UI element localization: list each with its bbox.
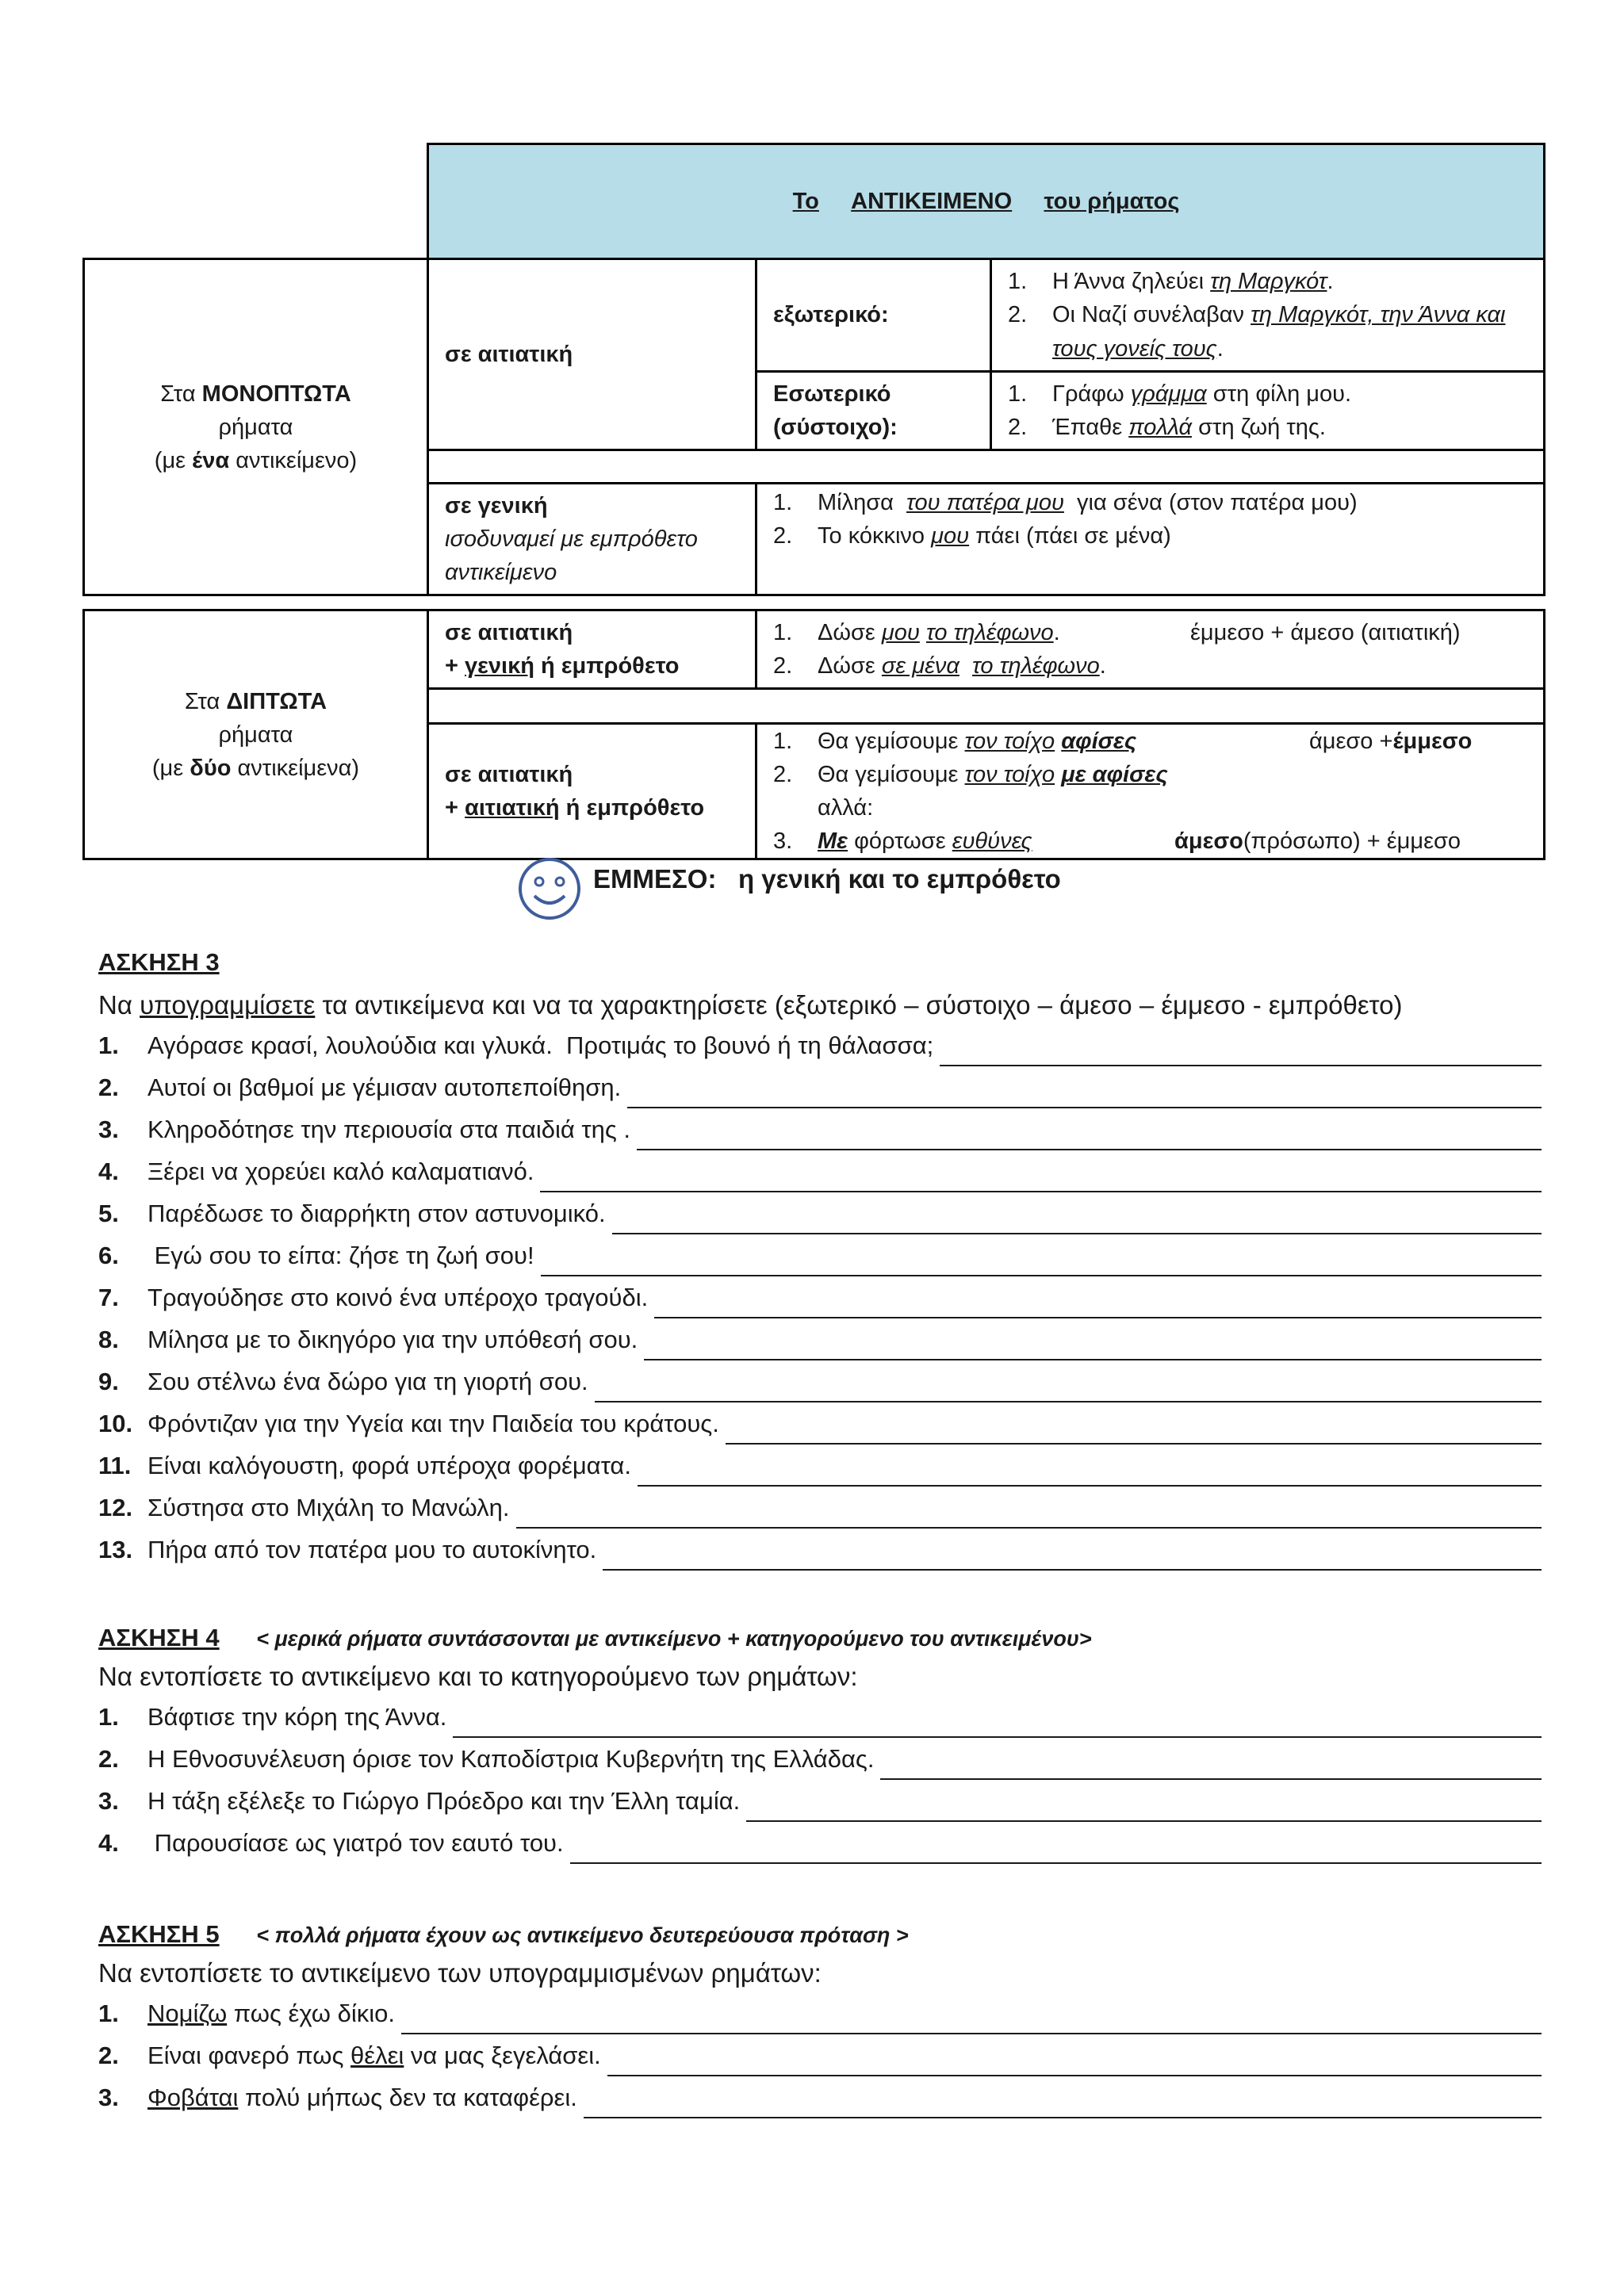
exercise-4-list <box>98 1696 1542 1864</box>
item-text: Παρέδωσε το διαρρήκτη στον αστυνομικό. <box>147 1200 606 1227</box>
item-number: 3. <box>98 1115 119 1143</box>
item-underlined-verb: Νομίζω <box>147 1999 228 2027</box>
answer-line[interactable] <box>627 1085 1542 1108</box>
exercise-3-item <box>98 1487 1542 1529</box>
exercise-4-instructions: Να εντοπίσετε το αντικείμενο και το κατηγορούμενο των ρημάτων: <box>98 1662 858 1691</box>
spacer-row <box>428 450 1545 484</box>
spacer-row-2 <box>428 689 1545 724</box>
answer-line[interactable] <box>453 1714 1542 1738</box>
acc-acc-label: σε αιτιατική + αιτιατική ή εμπρόθετο <box>428 724 756 859</box>
item-number: 10. <box>98 1410 133 1437</box>
item-number: 1. <box>98 1999 119 2027</box>
item-text <box>147 1992 395 2034</box>
item-underlined-verb: θέλει <box>350 2042 404 2069</box>
exercise-3-item <box>98 1108 1542 1150</box>
item-text: Είναι καλόγουστη, φορά υπέροχα φορέματα. <box>147 1452 631 1479</box>
exercise-5-item <box>98 2034 1542 2076</box>
item-text: Η τάξη εξέλεξε το Γιώργο Πρόεδρο και την Έλλη ταμία. <box>147 1787 741 1815</box>
exercise-5 <box>98 1915 1542 2118</box>
table-header <box>428 144 1545 259</box>
answer-line[interactable] <box>603 1547 1542 1571</box>
item-number: 2. <box>98 1745 119 1773</box>
item-number: 2. <box>98 2042 119 2069</box>
external-label: εξωτερικό: <box>756 259 991 372</box>
item-underlined-verb: Φοβάται <box>147 2084 239 2111</box>
item-number: 4. <box>98 1829 119 1857</box>
genitive-examples: 1. Μίλησα του πατέρα μου για σένα (στον πατέρα μου) 2. Το κόκκινο μου πάει (πάει σε μένα) <box>756 484 1545 595</box>
exercise-4-subtitle: < μερικά ρήματα συντάσσονται με αντικείμενο + κατηγορούμενο του αντικειμένου> <box>256 1627 1092 1651</box>
exercise-4-item <box>98 1822 1542 1864</box>
exercise-3-item <box>98 1150 1542 1192</box>
item-text: Αγόρασε κρασί, λουλούδια και γλυκά. Προτιμάς το βουνό ή τη θάλασσα; <box>147 1031 934 1059</box>
exercise-4-item <box>98 1780 1542 1822</box>
exercise-4-item <box>98 1738 1542 1780</box>
answer-line[interactable] <box>595 1379 1542 1402</box>
exercise-3-item <box>98 1192 1542 1234</box>
accusative-label: σε αιτιατική <box>428 259 756 450</box>
item-text: Σου στέλνω ένα δώρο για τη γιορτή σου. <box>147 1368 588 1395</box>
answer-line[interactable] <box>940 1043 1542 1066</box>
exercise-5-instructions: Να εντοπίσετε το αντικείμενο των υπογραμμισμένων ρημάτων: <box>98 1958 822 1988</box>
header-rimatos: του ρήματος <box>1044 188 1180 214</box>
internal-label: Εσωτερικό (σύστοιχο): <box>756 372 991 450</box>
item-text: Αυτοί οι βαθμοί με γέμισαν αυτοπεποίθηση. <box>147 1073 622 1101</box>
item-number: 12. <box>98 1494 133 1521</box>
exercise-3-item <box>98 1402 1542 1445</box>
answer-line[interactable] <box>880 1756 1542 1780</box>
item-text: Τραγούδησε στο κοινό ένα υπέροχο τραγούδι. <box>147 1284 649 1311</box>
acc-acc-examples: 1. Θα γεμίσουμε τον τοίχο αφίσες άμεσο + έμμεσο 2. Θα γεμίσουμε τον τοίχο με αφίσες αλλά: 3. Με φόρτωσε ευθύνες άμεσο (πρόσωπο) + έμμεσο <box>756 724 1545 859</box>
item-text-rest: πολύ μήπως δεν τα καταφέρει. <box>238 2084 577 2111</box>
answer-line[interactable] <box>612 1211 1542 1234</box>
answer-line[interactable] <box>541 1253 1542 1276</box>
answer-line[interactable] <box>654 1295 1542 1318</box>
exercise-3-item <box>98 1529 1542 1571</box>
smiley-icon <box>517 856 582 921</box>
item-text <box>147 2034 601 2076</box>
item-text: Μίλησα με το δικηγόρο για την υπόθεσή σου. <box>147 1326 638 1353</box>
answer-line[interactable] <box>401 2011 1542 2034</box>
external-examples: 1. Η Άννα ζηλεύει τη Μαργκότ. 2. Οι Ναζί συνέλαβαν τη Μαργκότ, την Άννα και τους γονείς τους. <box>991 259 1545 372</box>
item-text: Κληροδότησε την περιουσία στα παιδιά της . <box>147 1115 631 1143</box>
item-number: 4. <box>98 1158 119 1185</box>
exercise-4-title: ΑΣΚΗΣΗ 4 <box>98 1624 220 1651</box>
answer-line[interactable] <box>516 1505 1542 1529</box>
exercise-4 <box>98 1619 1542 1864</box>
item-text: Εγώ σου το είπα: ζήσε τη ζωή σου! <box>147 1242 534 1269</box>
acc-gen-label: σε αιτιατική + γενική ή εμπρόθετο <box>428 610 756 689</box>
exercise-5-item <box>98 1992 1542 2034</box>
item-text: Σύστησα στο Μιχάλη το Μανώλη. <box>147 1494 510 1521</box>
exercise-5-title: ΑΣΚΗΣΗ 5 <box>98 1920 220 1948</box>
exercise-3 <box>98 943 1542 1571</box>
exercise-5-list <box>98 1992 1542 2118</box>
exercise-5-item <box>98 2076 1542 2118</box>
emmeso-note: ΕΜΜΕΣΟ: η γενική και το εμπρόθετο <box>593 864 1061 894</box>
item-number: 13. <box>98 1536 133 1563</box>
exercise-3-item <box>98 1024 1542 1066</box>
item-number: 6. <box>98 1242 119 1269</box>
acc-gen-examples: 1. Δώσε μου το τηλέφωνο. έμμεσο + άμεσο (αιτιατική) 2. Δώσε σε μένα το τηλέφωνο. <box>756 610 1545 689</box>
item-text: Φρόντιζαν για την Υγεία και την Παιδεία του κράτους. <box>147 1410 719 1437</box>
item-text: Ξέρει να χορεύει καλό καλαματιανό. <box>147 1158 534 1185</box>
genitive-label: σε γενική ισοδυναμεί με εμπρόθετο αντικείμενο <box>428 484 756 595</box>
item-number: 3. <box>98 1787 119 1815</box>
exercise-5-subtitle: < πολλά ρήματα έχουν ως αντικείμενο δευτερεύουσα πρόταση > <box>256 1923 909 1947</box>
header-antikeimeno: ΑΝΤΙΚΕΙΜΕΝΟ <box>851 188 1013 214</box>
answer-line[interactable] <box>540 1169 1542 1192</box>
answer-line[interactable] <box>570 1840 1542 1864</box>
answer-line[interactable] <box>746 1798 1542 1822</box>
item-number: 8. <box>98 1326 119 1353</box>
item-number: 5. <box>98 1200 119 1227</box>
answer-line[interactable] <box>637 1127 1542 1150</box>
header-to: Το <box>792 188 819 214</box>
exercise-3-item <box>98 1066 1542 1108</box>
item-number: 7. <box>98 1284 119 1311</box>
exercise-3-item <box>98 1360 1542 1402</box>
diptota-label: Στα ΔΙΠΤΩΤΑ ρήματα (με δύο αντικείμενα) <box>84 610 428 859</box>
answer-line[interactable] <box>584 2095 1542 2118</box>
exercise-3-item <box>98 1445 1542 1487</box>
exercise-3-item <box>98 1276 1542 1318</box>
item-text-pre: Είναι φανερό πως <box>147 2042 351 2069</box>
item-text-rest: να μας ξεγελάσει. <box>404 2042 601 2069</box>
answer-line[interactable] <box>644 1337 1542 1360</box>
item-text: Βάφτισε την κόρη της Άννα. <box>147 1703 447 1731</box>
answer-line[interactable] <box>726 1421 1542 1445</box>
exercise-3-item <box>98 1234 1542 1276</box>
exercise-3-item <box>98 1318 1542 1360</box>
item-number: 11. <box>98 1452 132 1479</box>
item-number: 3. <box>98 2084 119 2111</box>
item-text <box>147 2076 577 2118</box>
internal-examples: 1. Γράφω γράμμα στη φίλη μου. 2. Έπαθε πολλά στη ζωή της. <box>991 372 1545 450</box>
exercise-3-instructions: Να υπογραμμίσετε τα αντικείμενα και να τα χαρακτηρίσετε (εξωτερικό – σύστοιχο – άμεσο – έμμεσο - εμπρόθετο) <box>98 990 1403 1020</box>
answer-line[interactable] <box>638 1463 1542 1487</box>
item-text: Η Εθνοσυνέλευση όρισε τον Καποδίστρια Κυβερνήτη της Ελλάδας. <box>147 1745 875 1773</box>
item-number: 1. <box>98 1031 119 1059</box>
exercise-4-item <box>98 1696 1542 1738</box>
monoptota-label: Στα ΜΟΝΟΠΤΩΤΑ ρήματα (με ένα αντικείμενο) <box>84 259 428 595</box>
monoptota-table <box>82 143 1545 596</box>
item-text: Πήρα από τον πατέρα μου το αυτοκίνητο. <box>147 1536 597 1563</box>
exercise-3-list <box>98 1024 1542 1571</box>
item-number: 2. <box>98 1073 119 1101</box>
diptota-table <box>82 609 1545 860</box>
item-text-rest: πως έχω δίκιο. <box>227 1999 395 2027</box>
item-text: Παρουσίασε ως γιατρό τον εαυτό του. <box>147 1829 564 1857</box>
item-number: 9. <box>98 1368 119 1395</box>
exercise-3-title: ΑΣΚΗΣΗ 3 <box>98 948 220 976</box>
answer-line[interactable] <box>607 2053 1542 2076</box>
item-number: 1. <box>98 1703 119 1731</box>
